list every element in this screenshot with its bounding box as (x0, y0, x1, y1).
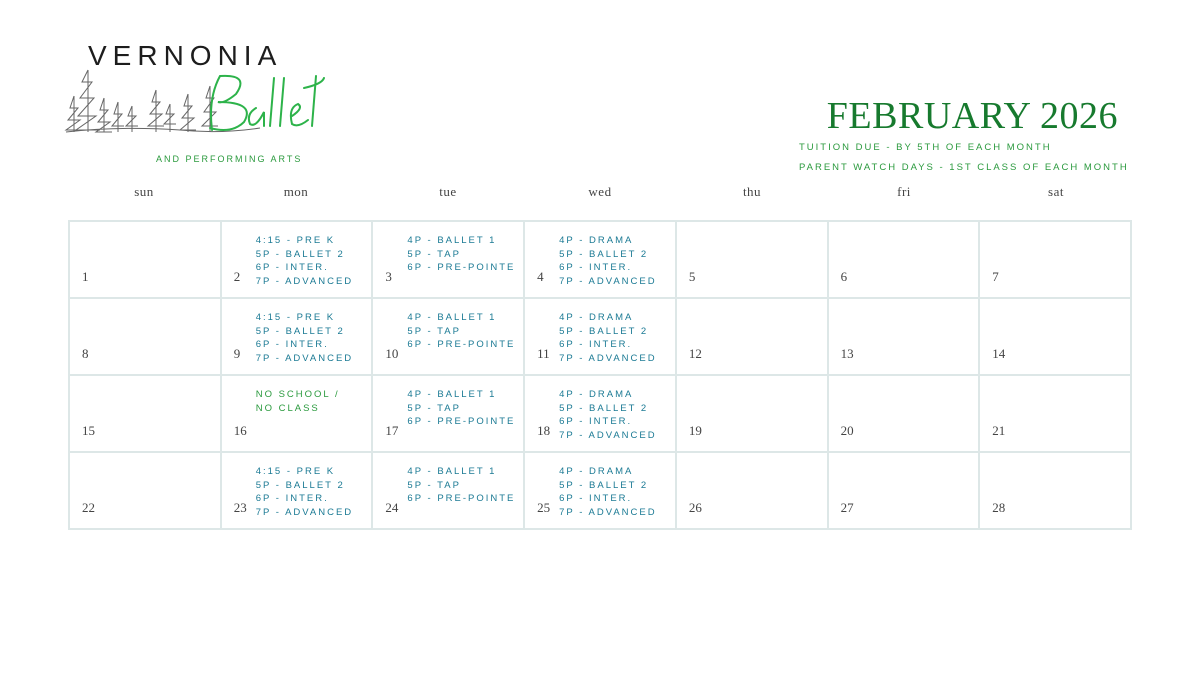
day-number: 17 (385, 423, 399, 438)
class-event: 4P - BALLET 1 (407, 466, 497, 477)
weekday-label: mon (283, 184, 309, 199)
closure-note: NO CLASS (255, 402, 320, 414)
class-event: 4P - DRAMA (559, 466, 634, 477)
weekday-header (68, 184, 1132, 204)
event-list (407, 234, 515, 275)
day-cell (829, 299, 981, 376)
day-cell (222, 299, 374, 376)
pine-trees-script-logo (60, 68, 330, 148)
class-event: 7P - ADVANCED (559, 352, 657, 364)
class-event: 5P - TAP (407, 248, 461, 260)
weekday-label: fri (897, 184, 911, 199)
day-cell (829, 376, 981, 453)
day-number: 23 (233, 500, 247, 515)
class-event: 6P - INTER. (559, 262, 633, 274)
class-event: 6P - INTER. (559, 416, 633, 428)
day-number: 11 (537, 346, 550, 361)
day-number: 28 (992, 500, 1006, 515)
class-event: 6P - PRE-POINTE (407, 416, 516, 428)
day-number: 20 (840, 423, 854, 438)
day-number: 14 (992, 346, 1006, 361)
class-event: 5P - BALLET 2 (255, 248, 345, 260)
day-cell (373, 299, 525, 376)
event-list (407, 388, 515, 429)
day-number: 18 (537, 423, 551, 438)
day-number: 10 (385, 346, 399, 361)
day-cell (373, 453, 525, 530)
day-cell (980, 453, 1132, 530)
day-number: 7 (992, 269, 999, 284)
class-event: 4P - DRAMA (559, 312, 634, 323)
day-number: 4 (537, 269, 544, 284)
event-list (559, 465, 656, 519)
day-number: 16 (233, 423, 247, 438)
day-cell (70, 376, 222, 453)
day-number: 21 (992, 423, 1006, 438)
class-event: 4:15 - PRE K (255, 235, 336, 246)
day-cell (525, 453, 677, 530)
class-event: 7P - ADVANCED (559, 275, 657, 287)
event-list (256, 388, 340, 415)
day-cell (980, 222, 1132, 299)
day-number: 8 (82, 346, 89, 361)
day-cell (677, 376, 829, 453)
calendar-grid (68, 220, 1132, 530)
class-event: 5P - BALLET 2 (255, 479, 345, 491)
day-cell (222, 222, 374, 299)
weekday-label: thu (742, 184, 762, 199)
day-number: 2 (233, 269, 241, 284)
class-event: 5P - BALLET 2 (559, 479, 649, 491)
day-cell (222, 376, 374, 453)
day-number: 9 (233, 346, 241, 361)
day-number: 15 (82, 423, 95, 438)
day-number: 25 (537, 500, 551, 515)
day-number: 12 (688, 346, 702, 361)
class-event: 4P - BALLET 1 (407, 312, 497, 323)
class-event: 5P - BALLET 2 (559, 248, 649, 260)
day-cell (677, 222, 829, 299)
day-cell (373, 222, 525, 299)
event-list (256, 234, 353, 288)
class-event: 4P - BALLET 1 (407, 389, 497, 400)
day-cell (677, 299, 829, 376)
day-number: 6 (840, 269, 848, 284)
day-cell (70, 222, 222, 299)
event-list (559, 234, 656, 288)
day-cell (980, 299, 1132, 376)
day-number: 26 (688, 500, 702, 515)
day-number: 3 (385, 269, 392, 284)
class-event: 6P - INTER. (255, 493, 329, 505)
weekday-label: tue (439, 184, 457, 199)
class-event: 5P - TAP (407, 402, 461, 414)
event-list (559, 311, 656, 365)
day-cell (829, 453, 981, 530)
day-cell (677, 453, 829, 530)
weekday-label: sun (134, 184, 154, 199)
weekday-label: sat (1048, 184, 1064, 199)
day-cell (373, 376, 525, 453)
class-event: 6P - INTER. (559, 339, 633, 351)
day-number: 27 (840, 500, 854, 515)
day-number: 24 (385, 500, 399, 515)
class-event: 6P - INTER. (559, 493, 633, 505)
class-event: 6P - INTER. (255, 339, 329, 351)
class-event: 6P - INTER. (255, 262, 329, 274)
event-list (559, 388, 656, 442)
event-list (256, 465, 353, 519)
day-cell (222, 453, 374, 530)
day-number: 22 (82, 500, 95, 515)
day-cell (70, 453, 222, 530)
class-event: 5P - BALLET 2 (255, 325, 345, 337)
class-event: 7P - ADVANCED (255, 506, 354, 518)
closure-note: NO SCHOOL / (255, 389, 340, 400)
class-event: 5P - TAP (407, 479, 461, 491)
day-cell (70, 299, 222, 376)
day-number: 19 (688, 423, 702, 438)
class-event: 7P - ADVANCED (255, 352, 354, 364)
day-cell (980, 376, 1132, 453)
logo-wordmark: VERNONIA (88, 40, 283, 71)
studio-logo (60, 38, 330, 168)
class-event: 4:15 - PRE K (255, 466, 336, 477)
class-event: 4P - DRAMA (559, 235, 634, 246)
class-event: 6P - PRE-POINTE (407, 262, 516, 274)
class-event: 4P - BALLET 1 (407, 235, 497, 246)
class-event: 5P - TAP (407, 325, 461, 337)
day-number: 1 (82, 269, 89, 284)
class-event: 7P - ADVANCED (559, 429, 657, 441)
class-event: 6P - PRE-POINTE (407, 493, 516, 505)
day-cell (525, 376, 677, 453)
weekday-label: wed (588, 184, 612, 199)
class-event: 7P - ADVANCED (255, 275, 354, 287)
class-event: 5P - BALLET 2 (559, 402, 649, 414)
day-number: 5 (688, 269, 696, 284)
day-cell (829, 222, 981, 299)
event-list (256, 311, 353, 365)
tuition-note: TUITION DUE - BY 5TH OF EACH MONTH (799, 142, 1052, 153)
parent-watch-note: PARENT WATCH DAYS - 1ST CLASS OF EACH MONTH (799, 162, 1129, 173)
day-cell (525, 299, 677, 376)
month-title: FEBRUARY 2026 (826, 95, 1118, 137)
day-cell (525, 222, 677, 299)
logo-tagline: AND PERFORMING ARTS (156, 154, 303, 164)
class-event: 7P - ADVANCED (559, 506, 657, 518)
class-event: 4:15 - PRE K (255, 312, 336, 323)
class-event: 5P - BALLET 2 (559, 325, 649, 337)
class-event: 4P - DRAMA (559, 389, 634, 400)
class-event: 6P - PRE-POINTE (407, 339, 516, 351)
event-list (407, 465, 515, 506)
event-list (407, 311, 515, 352)
day-number: 13 (840, 346, 854, 361)
